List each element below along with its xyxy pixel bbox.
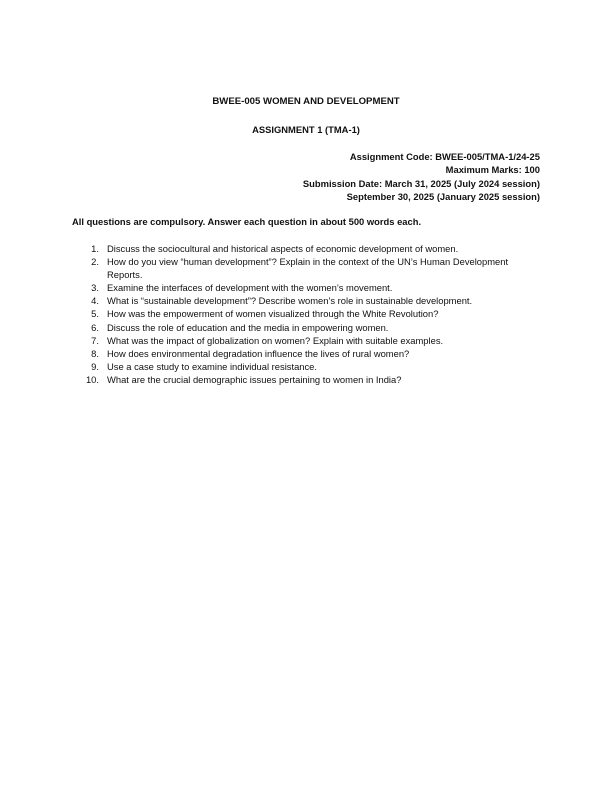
submission-date-july: Submission Date: March 31, 2025 (July 2024 session)	[302, 177, 540, 189]
assignment-meta-block	[303, 150, 540, 204]
question-item	[89, 334, 529, 347]
question-item	[89, 281, 529, 294]
question-item	[85, 373, 529, 386]
question-text: What is “sustainable development”? Describe women’s role in sustainable development.	[107, 295, 473, 307]
question-text: Discuss the role of education and the media in empowering women.	[107, 321, 389, 333]
document-title: BWEE-005 WOMEN AND DEVELOPMENT	[212, 96, 400, 107]
question-number: 2.	[91, 256, 99, 268]
question-item	[89, 242, 529, 255]
question-text: Discuss the sociocultural and historical aspects of economic development of women.	[107, 243, 459, 254]
question-text: What was the impact of globalization on women? Explain with suitable examples.	[107, 334, 444, 346]
question-number: 5.	[91, 308, 99, 320]
question-number: 4.	[91, 295, 99, 307]
question-item	[89, 321, 529, 334]
submission-date-january: September 30, 2025 (January 2025 session)	[346, 191, 540, 203]
question-number: 6.	[91, 321, 99, 333]
assignment-code: Assignment Code: BWEE-005/TMA-1/24-25	[349, 151, 540, 162]
question-number: 8.	[91, 347, 99, 359]
question-item	[89, 347, 529, 360]
question-text: How does environmental degradation influence the lives of rural women?	[107, 347, 410, 359]
question-number: 9.	[91, 360, 99, 372]
question-item	[89, 294, 529, 307]
question-text: How do you view “human development”? Explain in the context of the UN’s Human Development Reports.	[107, 256, 509, 281]
instructions-text: All questions are compulsory. Answer each question in about 500 words each.	[72, 216, 422, 227]
question-number: 7.	[91, 334, 99, 346]
question-item	[89, 307, 529, 320]
question-text: How was the empowerment of women visualized through the White Revolution?	[107, 308, 439, 320]
question-number: 10.	[85, 373, 99, 385]
question-number: 3.	[91, 282, 99, 294]
question-item	[89, 360, 529, 373]
question-text: Examine the interfaces of development with the women’s movement.	[107, 282, 393, 294]
maximum-marks: Maximum Marks: 100	[445, 164, 540, 176]
question-text: Use a case study to examine individual resistance.	[107, 360, 318, 372]
assignment-subtitle: ASSIGNMENT 1 (TMA-1)	[252, 124, 360, 135]
question-list	[85, 242, 529, 386]
question-item	[89, 255, 529, 281]
question-number: 1.	[91, 243, 99, 254]
question-text: What are the crucial demographic issues pertaining to women in India?	[107, 373, 402, 385]
